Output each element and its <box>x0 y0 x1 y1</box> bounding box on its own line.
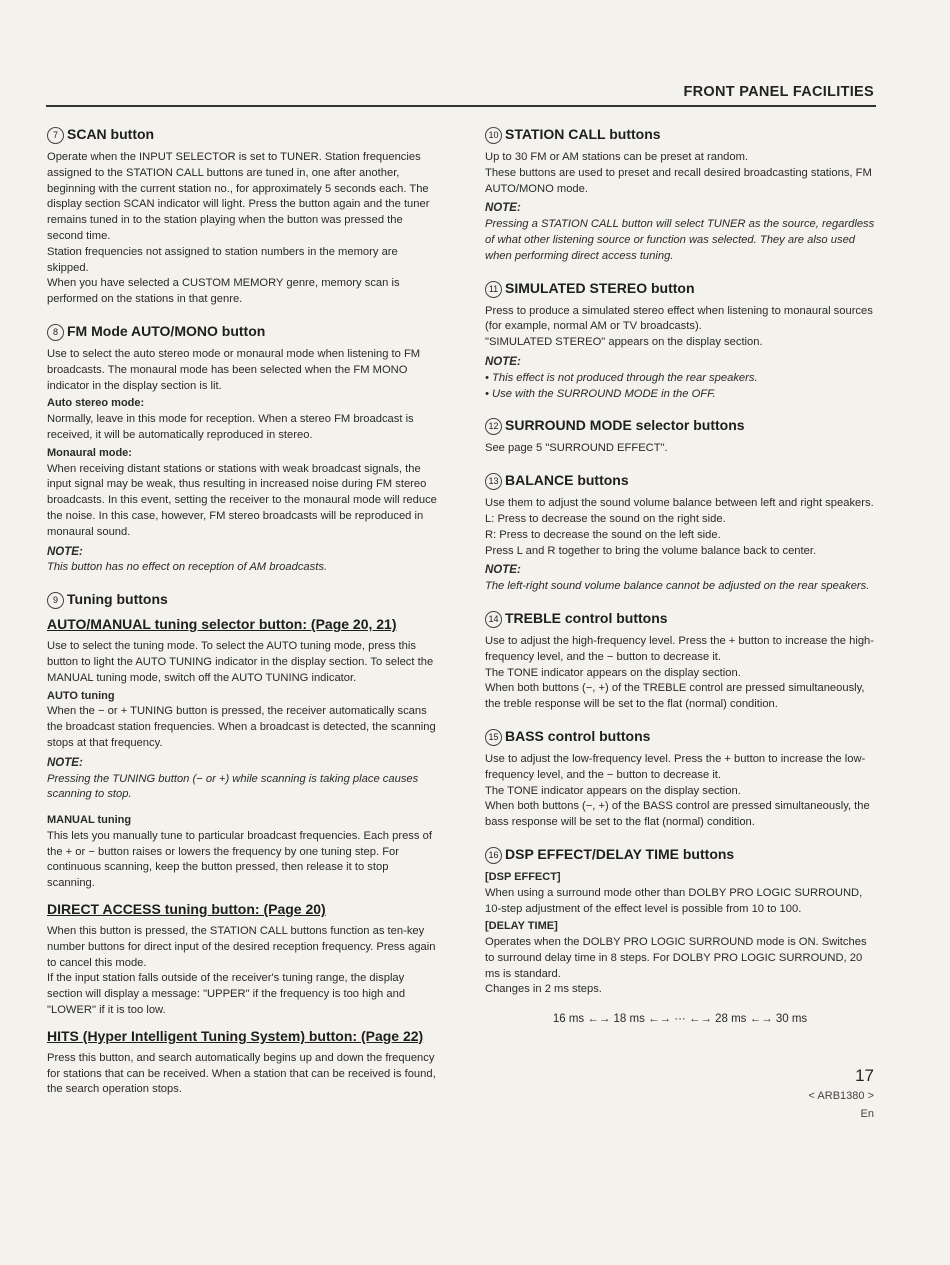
paragraph: Press L and R together to bring the volume balance back to center. <box>485 544 817 557</box>
circled-number: 11 <box>485 281 502 298</box>
circled-number: 13 <box>485 473 502 490</box>
paragraph: When you have selected a CUSTOM MEMORY genre, memory scan is performed on the stations in that genre. <box>47 277 400 306</box>
section-title: SCAN button <box>67 126 155 142</box>
paragraph: L: Press to decrease the sound on the right side. <box>485 512 726 525</box>
note-text: The left-right sound volume balance cannot be adjusted on the rear speakers. <box>485 580 870 593</box>
note-text: Pressing a STATION CALL button will select TUNER as the source, regardless of what other listening source or function was selected. They are also used when performing direct access tuning. <box>485 218 875 262</box>
section-title: SIMULATED STEREO button <box>505 279 695 296</box>
note-label: NOTE: <box>485 355 521 368</box>
sub-label: MANUAL tuning <box>47 814 132 827</box>
right-column <box>485 125 875 1028</box>
bass-heading <box>485 727 875 746</box>
section-title: BASS control buttons <box>505 727 651 744</box>
note-label: NOTE: <box>485 564 521 577</box>
paragraph: When this button is pressed, the STATION CALL buttons function as ten-key number buttons for direct input of the desired reception frequency. Press again to cancel this mode. <box>47 925 436 969</box>
surround-mode-heading <box>485 416 875 435</box>
paragraph: If the input station falls outside of the receiver's tuning range, the display section will display a message: "UPPER" if the frequency is too high and "LOWER" if it is too low. <box>47 972 406 1017</box>
station-call-heading <box>485 125 875 144</box>
paragraph: Use them to adjust the sound volume balance between left and right speakers. <box>485 497 874 510</box>
paragraph: When receiving distant stations or stations with weak broadcast signals, the input signal may be weak, thus resulting in increased noise during FM stereo broadcasts. In this event, setting the receiver to the monaural mode will reduce the noise. In this case, however, FM stereo broadcasts will be reproduced in monaural sound. <box>47 462 437 538</box>
note-label: NOTE: <box>47 545 83 558</box>
tuning-heading <box>47 590 437 609</box>
treble-heading <box>485 609 875 628</box>
section-title: BALANCE buttons <box>505 472 629 489</box>
document-code: < ARB1380 > <box>808 1090 874 1102</box>
paragraph: When the − or + TUNING button is pressed, the receiver automatically scans the broadcast station frequencies. When a broadcast is detected, the scanning stops at that frequency. <box>47 705 436 749</box>
note-text: • This effect is not produced through the rear speakers. <box>485 371 758 384</box>
left-column <box>47 125 437 1098</box>
paragraph: Use to select the auto stereo mode or monaural mode when listening to FM broadcasts. The monaural mode has been selected when the FM MONO indicator in the display section is lit. <box>47 347 421 392</box>
subsection-title: HITS (Hyper Intelligent Tuning System) button: (Page 22) <box>47 1027 424 1044</box>
scan-heading <box>47 125 437 144</box>
paragraph: Use to adjust the low-frequency level. Press the + button to increase the low-frequency level, and the − button to decrease it. <box>485 752 866 781</box>
header-rule <box>46 105 876 107</box>
note-text: • Use with the SURROUND MODE in the OFF. <box>485 387 716 400</box>
note-label: NOTE: <box>47 756 83 769</box>
dsp-heading <box>485 845 875 864</box>
paragraph: Operate when the INPUT SELECTOR is set to TUNER. Station frequencies assigned to the STATION CALL buttons are tuned in, one after another, beginning with the current station no., for approximately 5 seconds each. The display section SCAN indicator will light. Press the button again and the tuner remains tuned in to the station playing when the button was pressed the second time. <box>47 151 430 242</box>
paragraph: When both buttons (−, +) of the TREBLE control are pressed simultaneously, the treble response will be set to the flat (normal) condition. <box>485 682 865 711</box>
paragraph: R: Press to decrease the sound on the left side. <box>485 528 721 541</box>
page-number: 17 <box>855 1066 874 1085</box>
note-label: NOTE: <box>485 202 521 215</box>
paragraph: Use to select the tuning mode. To select the AUTO tuning mode, press this button to light the AUTO TUNING indicator in the display section. To select the MANUAL tuning mode, switch off the AUTO TUNING indicator. <box>47 640 434 684</box>
circled-number: 8 <box>47 324 64 341</box>
circled-number: 12 <box>485 418 502 435</box>
paragraph: See page 5 "SURROUND EFFECT". <box>485 442 668 455</box>
paragraph: These buttons are used to preset and recall desired broadcasting stations, FM AUTO/MONO mode. <box>485 166 872 195</box>
paragraph: The TONE indicator appears on the display section. <box>485 666 741 679</box>
note-text: Pressing the TUNING button (− or +) while scanning is taking place causes scanning to stop. <box>47 772 419 801</box>
circled-number: 10 <box>485 127 502 144</box>
paragraph: The TONE indicator appears on the display section. <box>485 784 741 797</box>
paragraph: Up to 30 FM or AM stations can be preset at random. <box>485 151 749 163</box>
circled-number: 9 <box>47 592 64 609</box>
paragraph: Station frequencies not assigned to station numbers in the memory are skipped. <box>47 245 398 274</box>
circled-number: 16 <box>485 847 502 864</box>
note-text: This button has no effect on reception of AM broadcasts. <box>47 561 328 574</box>
circled-number: 7 <box>47 127 64 144</box>
section-title: STATION CALL buttons <box>505 126 661 142</box>
paragraph: Changes in 2 ms steps. <box>485 983 602 996</box>
subsection-title: DIRECT ACCESS tuning button: (Page 20) <box>47 901 326 918</box>
circled-number: 15 <box>485 729 502 746</box>
paragraph: Press to produce a simulated stereo effect when listening to monaural sources (for example, normal AM or TV broadcasts). <box>485 304 873 333</box>
section-title: Tuning buttons <box>67 591 168 608</box>
paragraph: This lets you manually tune to particular broadcast frequencies. Each press of the + or − button raises or lowers the frequency by one tuning step. For continuous scanning, keep the button pressed, then release it to stop scanning. <box>47 829 432 890</box>
paragraph: Use to adjust the high-frequency level. Press the + button to increase the high-frequency level, and the − button to decrease it. <box>485 634 874 663</box>
language-code: En <box>860 1108 874 1120</box>
delay-sequence: 16 ms ←→ 18 ms ←→ ··· ←→ 28 ms ←→ 30 ms <box>552 1013 808 1026</box>
paragraph: When both buttons (−, +) of the BASS control are pressed simultaneously, the bass response will be set to the flat (normal) condition. <box>485 800 870 829</box>
sub-label: Monaural mode: <box>47 446 132 459</box>
page-header-title: FRONT PANEL FACILITIES <box>683 84 874 100</box>
subsection-title: AUTO/MANUAL tuning selector button: (Page 20, 21) <box>47 616 397 633</box>
section-title: DSP EFFECT/DELAY TIME buttons <box>505 845 735 862</box>
circled-number: 14 <box>485 611 502 628</box>
section-title: FM Mode AUTO/MONO button <box>67 322 266 339</box>
sub-label: AUTO tuning <box>47 689 115 702</box>
paragraph: Normally, leave in this mode for reception. When a stereo FM broadcast is received, it will be automatically reproduced in stereo. <box>47 413 414 441</box>
paragraph: "SIMULATED STEREO" appears on the display section. <box>485 336 763 349</box>
paragraph: When using a surround mode other than DOLBY PRO LOGIC SURROUND, 10-step adjustment of the effect level is possible from 10 to 100. <box>485 886 863 915</box>
sub-label: Auto stereo mode: <box>47 397 145 410</box>
section-title: TREBLE control buttons <box>505 609 668 626</box>
fm-mode-heading <box>47 322 437 341</box>
balance-heading <box>485 471 875 490</box>
simulated-stereo-heading <box>485 279 875 298</box>
paragraph: Operates when the DOLBY PRO LOGIC SURROUND mode is ON. Switches to surround delay time in 8 steps. For DOLBY PRO LOGIC SURROUND, 20 ms is standard. <box>485 936 867 980</box>
section-title: SURROUND MODE selector buttons <box>505 417 745 434</box>
sub-label: [DELAY TIME] <box>485 920 558 933</box>
paragraph: Press this button, and search automatically begins up and down the frequency for stations that can be received. When a station that can be received is found, the search operation stops. <box>47 1051 436 1096</box>
sub-label: [DSP EFFECT] <box>485 870 561 883</box>
